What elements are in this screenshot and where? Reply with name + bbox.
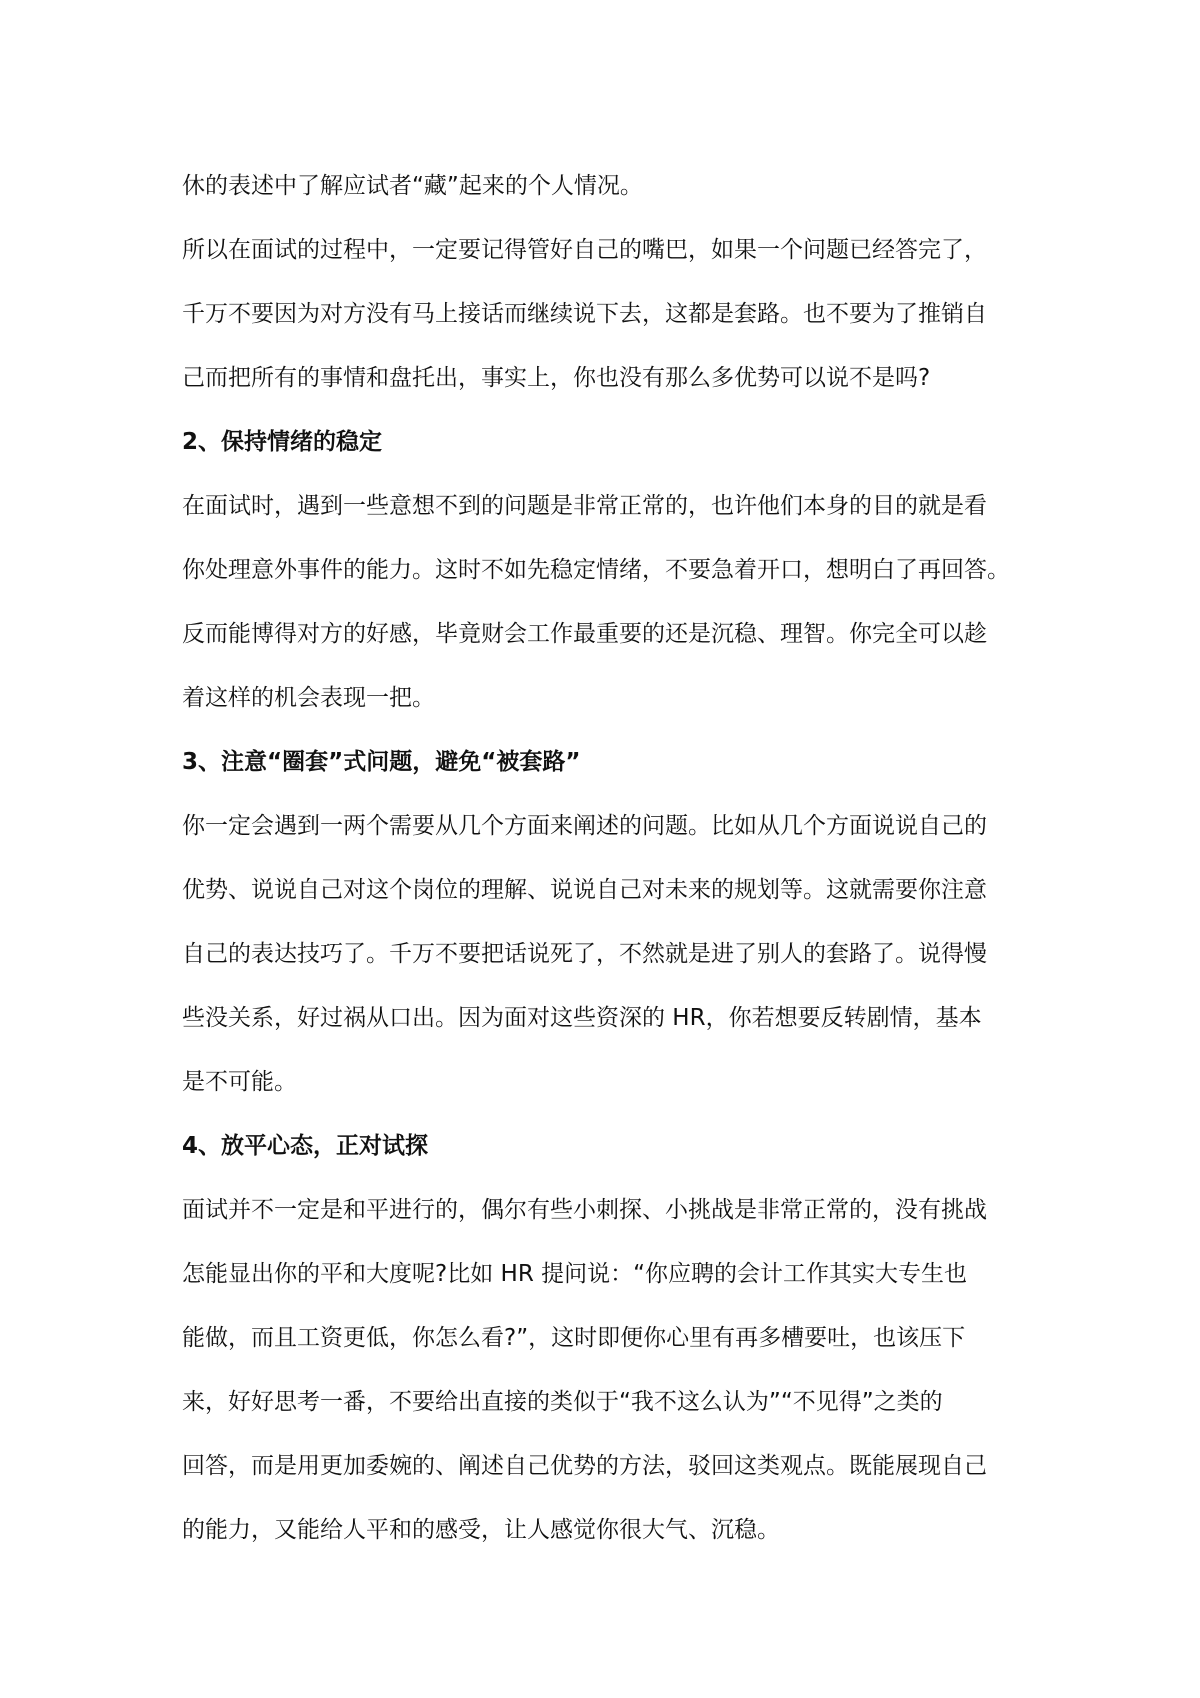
- text-line: 自己的表达技巧了。千万不要把话说死了，不然就是进了别人的套路了。说得慢: [182, 941, 987, 967]
- text-line: 着这样的机会表现一把。: [182, 685, 435, 711]
- text-line: 来，好好思考一番，不要给出直接的类似于“我不这么认为”“不见得”之类的: [182, 1389, 943, 1415]
- section-4-paragraph: [182, 1178, 1032, 1562]
- text-line: 的能力，又能给人平和的感受，让人感觉你很大气、沉稳。: [182, 1517, 780, 1543]
- text-line: 怎能显出你的平和大度呢?比如 HR 提问说：“你应聘的会计工作其实大专生也: [182, 1261, 968, 1287]
- text-line: 是不可能。: [182, 1069, 297, 1095]
- section-2-paragraph: [182, 474, 1032, 730]
- section-heading-4: 4、放平心态，正对试探: [182, 1133, 429, 1159]
- text-line: 所以在面试的过程中，一定要记得管好自己的嘴巴，如果一个问题已经答完了，: [182, 237, 987, 263]
- text-line: 千万不要因为对方没有马上接话而继续说下去，这都是套路。也不要为了推销自: [182, 301, 987, 327]
- paragraph-keep-quiet: [182, 218, 1032, 410]
- text-line: 反而能博得对方的好感，毕竟财会工作最重要的还是沉稳、理智。你完全可以趁: [182, 621, 987, 647]
- section-3-paragraph: [182, 794, 1032, 1114]
- text-line: 能做，而且工资更低，你怎么看?”，这时即便你心里有再多槽要吐，也该压下: [182, 1325, 966, 1351]
- intro-paragraph: [182, 154, 1032, 218]
- section-heading-2: 2、保持情绪的稳定: [182, 429, 383, 455]
- text-line: 优势、说说自己对这个岗位的理解、说说自己对未来的规划等。这就需要你注意: [182, 877, 987, 903]
- text-line: 回答，而是用更加委婉的、阐述自己优势的方法，驳回这类观点。既能展现自己: [182, 1453, 987, 1479]
- document-body: [182, 154, 1032, 1562]
- text-line: 些没关系，好过祸从口出。因为面对这些资深的 HR，你若想要反转剧情，基本: [182, 1005, 982, 1031]
- text-line: 你一定会遇到一两个需要从几个方面来阐述的问题。比如从几个方面说说自己的: [182, 813, 987, 839]
- section-heading-3: 3、注意“圈套”式问题，避免“被套路”: [182, 749, 581, 775]
- text-line: 休的表述中了解应试者“藏”起来的个人情况。: [182, 173, 643, 199]
- text-line: 面试并不一定是和平进行的，偶尔有些小刺探、小挑战是非常正常的，没有挑战: [182, 1197, 987, 1223]
- text-line: 在面试时，遇到一些意想不到的问题是非常正常的，也许他们本身的目的就是看: [182, 493, 987, 519]
- text-line: 己而把所有的事情和盘托出，事实上，你也没有那么多优势可以说不是吗?: [182, 365, 931, 391]
- text-line: 你处理意外事件的能力。这时不如先稳定情绪，不要急着开口，想明白了再回答。: [182, 557, 1010, 583]
